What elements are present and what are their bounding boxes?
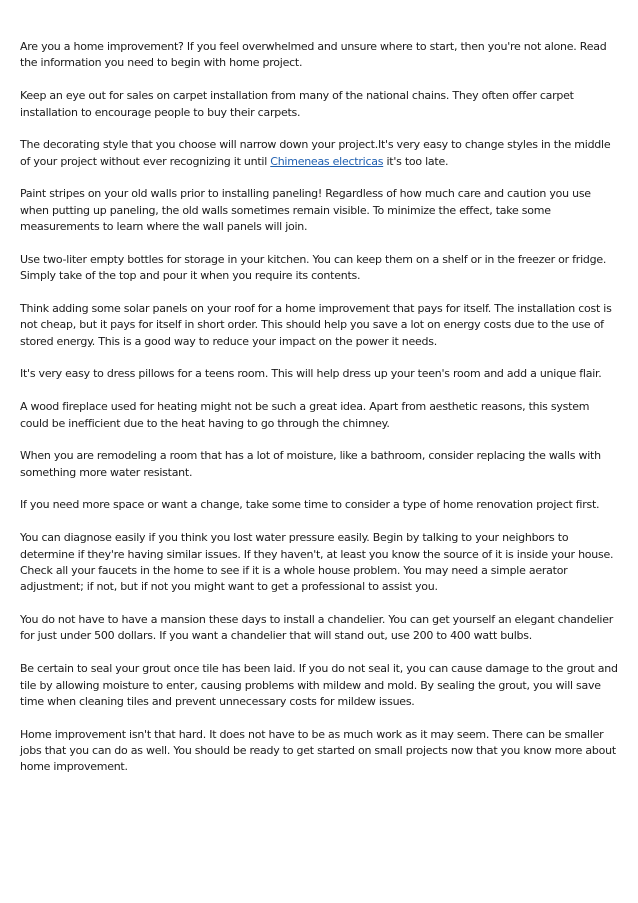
chimeneas-electricas-link[interactable]: Chimeneas electricas [270,154,384,168]
paragraph-14: Home improvement isn't that hard. It does not have to be as much work as it may seem. There can be smaller jobs that you can do as well. You should be ready to get started on small projects now that you know more about home improvement. [20,727,616,774]
paragraph-13: Be certain to seal your grout once tile has been laid. If you do not seal it, you can cause damage to the grout and tile by allowing moisture to enter, causing problems with mildew and mold. By sealing the grout, you will save time when cleaning tiles and prevent unnecessary costs for mildew issues. [20,662,618,708]
paragraph-3-before: The decorating style that you choose will narrow down your project.It's very easy to change styles in the middle of your project without ever recognizing it until [20,138,611,168]
paragraph-1: Are you a home improvement? If you feel overwhelmed and unsure where to start, then you're not alone. Read the information you need to begin with home project. [20,40,607,70]
paragraph-6: Think adding some solar panels on your roof for a home improvement that pays for itself. The installation cost is not cheap, but it pays for itself in short order. This should help you save a lot on energy costs due to the use of stored energy. This is a good way to reduce your impact on the power it needs. [20,301,612,348]
paragraph-3 [20,137,620,170]
paragraph-4: Paint stripes on your old walls prior to installing paneling! Regardless of how much care and caution you use when putting up paneling, the old walls sometimes remain visible. To minimize the effect, take some measurements to learn where the wall panels will join. [20,187,591,234]
paragraph-11: You can diagnose easily if you think you lost water pressure easily. Begin by talking to your neighbors to determine if they're having similar issues. If they haven't, at least you know the source of it is inside your house. Check all your faucets in the home to see if it is a whole house problem. You may need a simple aerator adjustment; if not, but if not you might want to get a professional to assist you. [20,531,614,594]
paragraph-2: Keep an eye out for sales on carpet installation from many of the national chains. They often offer carpet installation to encourage people to buy their carpets. [20,89,574,119]
paragraph-9: When you are remodeling a room that has a lot of moisture, like a bathroom, consider replacing the walls with something more water resistant. [20,449,601,479]
paragraph-10: If you need more space or want a change, take some time to consider a type of home renovation project first. [20,498,600,512]
paragraph-5: Use two-liter empty bottles for storage in your kitchen. You can keep them on a shelf or in the freezer or fridge. Simply take of the top and pour it when you require its contents. [20,252,607,283]
document-page [20,39,620,792]
paragraph-3-after: it's too late. [383,154,449,168]
paragraph-8: A wood fireplace used for heating might not be such a great idea. Apart from aesthetic reasons, this system could be inefficient due to the heat having to go through the chimney. [20,400,590,430]
paragraph-12: You do not have to have a mansion these days to install a chandelier. You can get yourself an elegant chandelier for just under 500 dollars. If you want a chandelier that will stand out, use 200 to 400 watt bulbs. [20,613,614,643]
paragraph-7: It's very easy to dress pillows for a teens room. This will help dress up your teen's room and add a unique flair. [20,367,602,381]
